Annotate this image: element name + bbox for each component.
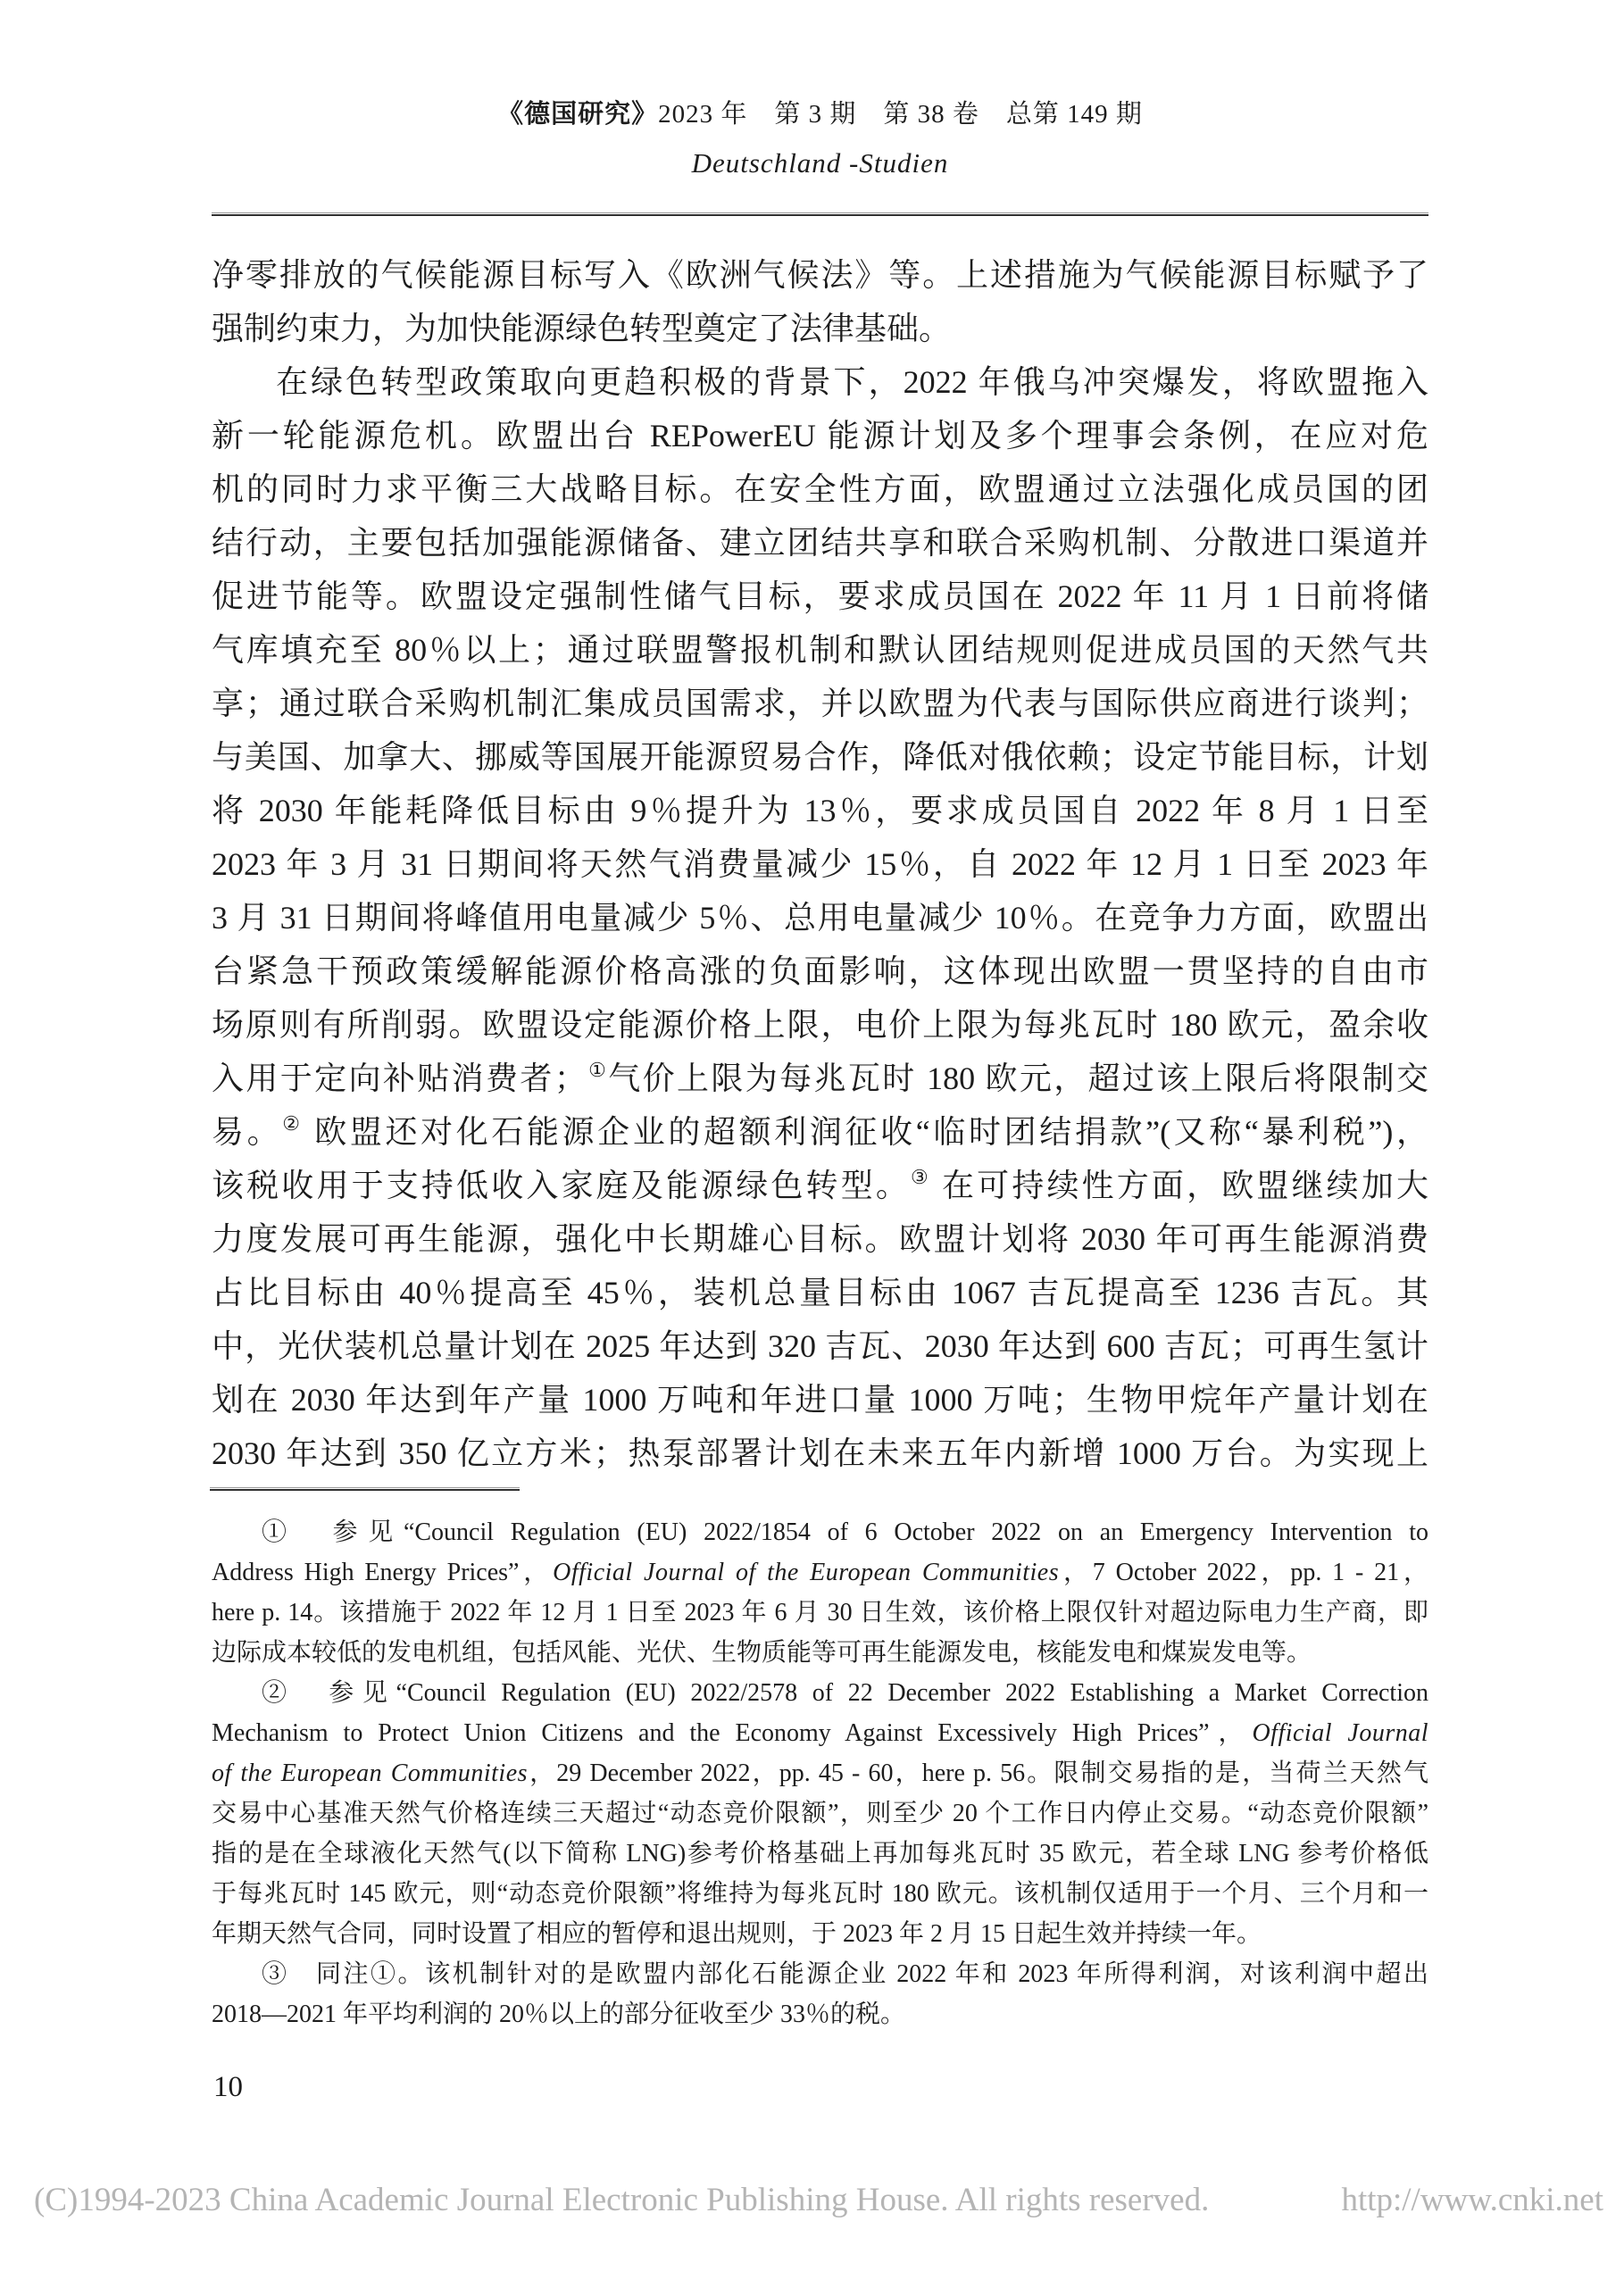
footnote-journal-title: Official Journal bbox=[1252, 1719, 1428, 1747]
footer-url: http://www.cnki.net bbox=[1341, 2182, 1603, 2218]
footnote-text: 交易中心基准天然气价格连续三天超过“动态竞价限额”，则至少 20 个工作日内停止交易。“动态竞价限额” bbox=[212, 1800, 1428, 1827]
footnote-ref: ② bbox=[282, 1112, 304, 1135]
footnote-text: 2018—2021 年平均利润的 20％以上的部分征收至少 33％的税。 bbox=[212, 2001, 906, 2028]
body-line: 该税收用于支持低收入家庭及能源绿色转型。③ 在可持续性方面，欧盟继续加大 bbox=[212, 1166, 1428, 1203]
page-number: 10 bbox=[213, 2071, 243, 2103]
footnote-text: ① 参见“Council Regulation (EU) 2022/1854 of 6 October 2022 on an Emergency Intervention to bbox=[262, 1518, 1428, 1546]
journal-subtitle: Deutschland -Studien bbox=[691, 147, 949, 179]
body-line: 在绿色转型政策取向更趋积极的背景下，2022 年俄乌冲突爆发，将欧盟拖入 bbox=[276, 364, 1428, 400]
body-line: 占比目标由 40％提高至 45％，装机总量目标由 1067 吉瓦提高至 1236 吉瓦。其 bbox=[212, 1275, 1428, 1310]
footnote-line bbox=[212, 1512, 1428, 1552]
body-line: 易。② 欧盟还对化石能源企业的超额利润征收“临时团结捐款”(又称“暴利税”)， bbox=[212, 1112, 1428, 1150]
copyright-notice: (C)1994-2023 China Academic Journal Electronic Publishing House. All rights reserved. bbox=[34, 2182, 1210, 2218]
body-line: 机的同时力求平衡三大战略目标。在安全性方面，欧盟通过立法强化成员国的团 bbox=[212, 471, 1428, 507]
body-line: 享；通过联合采购机制汇集成员国需求，并以欧盟为代表与国际供应商进行谈判； bbox=[212, 686, 1428, 721]
body-line: 力度发展可再生能源，强化中长期雄心目标。欧盟计划将 2030 年可再生能源消费 bbox=[212, 1221, 1428, 1257]
body-line: 场原则有所削弱。欧盟设定能源价格上限，电价上限为每兆瓦时 180 欧元，盈余收 bbox=[212, 1007, 1428, 1043]
journal-issue-line bbox=[212, 96, 1428, 132]
footnote-text: here p. 14。该措施于 2022 年 12 月 1 日至 2023 年 6 月 30 日生效，该价格上限仅针对超边际电力生产商，即 bbox=[212, 1599, 1428, 1626]
footnote-line bbox=[212, 1753, 1428, 1793]
footnote-text: ② 参见“Council Regulation (EU) 2022/2578 of 22 December 2022 Establishing a Market Correction bbox=[262, 1679, 1428, 1707]
body-line: 气库填充至 80％以上；通过联盟警报机制和默认团结规则促进成员国的天然气共 bbox=[212, 632, 1428, 668]
body-line: 2023 年 3 月 31 日期间将天然气消费量减少 15％，自 2022 年 12 月 1 日至 2023 年 bbox=[212, 846, 1428, 882]
footnote-journal-title: of the European Communities bbox=[212, 1759, 529, 1787]
journal-name: 《德国研究》 bbox=[497, 100, 659, 129]
footnotes bbox=[212, 1512, 1428, 2034]
footnote-line bbox=[212, 1713, 1428, 1753]
footnote-line bbox=[212, 1552, 1428, 1593]
body-line: 净零排放的气候能源目标写入《欧洲气候法》等。上述措施为气候能源目标赋予了 bbox=[212, 257, 1428, 293]
body-line: 强制约束力，为加快能源绿色转型奠定了法律基础。 bbox=[212, 311, 952, 346]
footnote-ref: ① bbox=[586, 1059, 609, 1081]
body-line: 入用于定向补贴消费者；①气价上限为每兆瓦时 180 欧元，超过该上限后将限制交 bbox=[212, 1059, 1428, 1096]
issue-info: 2023 年 第 3 期 第 38 卷 总第 149 期 bbox=[658, 100, 1143, 129]
body-line: 新一轮能源危机。欧盟出台 REPowerEU 能源计划及多个理事会条例，在应对危 bbox=[212, 418, 1428, 453]
body-line: 促进节能等。欧盟设定强制性储气目标，要求成员国在 2022 年 11 月 1 日前将储 bbox=[212, 578, 1428, 614]
footnote-text: 于每兆瓦时 145 欧元，则“动态竞价限额”将维持为每兆瓦时 180 欧元。该机制仅适用于一个月、三个月和一 bbox=[212, 1880, 1428, 1908]
page-header bbox=[212, 96, 1428, 182]
body-line: 结行动，主要包括加强能源储备、建立团结共享和联合采购机制、分散进口渠道并 bbox=[212, 525, 1428, 561]
footnote-text: Address High Energy Prices”， bbox=[212, 1559, 554, 1586]
body-line: 2030 年达到 350 亿立方米；热泵部署计划在未来五年内新增 1000 万台。为实现上 bbox=[212, 1435, 1428, 1471]
footnote-line bbox=[212, 1914, 1428, 1954]
body-line: 中，光伏装机总量计划在 2025 年达到 320 吉瓦、2030 年达到 600 吉瓦；可再生氢计 bbox=[212, 1328, 1428, 1364]
footnote-journal-title: Official Journal of the European Communities bbox=[553, 1559, 1060, 1586]
footnote-line bbox=[212, 1593, 1428, 1633]
footnote-separator bbox=[210, 1487, 520, 1491]
footnote-line bbox=[212, 1633, 1428, 1673]
footnote-text: 指的是在全球液化天然气(以下简称 LNG)参考价格基础上再加每兆瓦时 35 欧元，若全球 LNG 参考价格低 bbox=[212, 1840, 1428, 1868]
footnote-line bbox=[212, 1874, 1428, 1914]
body-line: 3 月 31 日期间将峰值用电量减少 5％、总用电量减少 10％。在竞争力方面，欧盟出 bbox=[212, 900, 1428, 936]
footnote-line bbox=[212, 1994, 1428, 2034]
footnote-line bbox=[212, 1793, 1428, 1834]
footnote-line bbox=[212, 1834, 1428, 1874]
footnote-text: 年期天然气合同，同时设置了相应的暂停和退出规则，于 2023 年 2 月 15 日起生效并持续一年。 bbox=[212, 1920, 1262, 1948]
body-line: 划在 2030 年达到年产量 1000 万吨和年进口量 1000 万吨；生物甲烷年产量计划在 bbox=[212, 1382, 1428, 1418]
article-body bbox=[212, 248, 1428, 1480]
footnote-ref: ③ bbox=[911, 1166, 931, 1188]
footnote-text: Mechanism to Protect Union Citizens and the Economy Against Excessively High Prices”， bbox=[212, 1719, 1253, 1747]
page-footer bbox=[34, 2180, 1603, 2221]
footnote-text: ，7 October 2022，pp. 1 - 21， bbox=[1059, 1559, 1428, 1586]
footnote-text: 边际成本较低的发电机组，包括风能、光伏、生物质能等可再生能源发电，核能发电和煤炭发电等。 bbox=[212, 1639, 1312, 1667]
footnote-text: ③ 同注①。该机制针对的是欧盟内部化石能源企业 2022 年和 2023 年所得利润，对该利润中超出 bbox=[262, 1960, 1428, 1988]
body-line: 将 2030 年能耗降低目标由 9％提升为 13％，要求成员国自 2022 年 8 月 1 日至 bbox=[212, 793, 1428, 828]
header-rule bbox=[212, 212, 1428, 216]
footnote-text: ，29 December 2022，pp. 45 - 60，here p. 56。限制交易指的是，当荷兰天然气 bbox=[528, 1759, 1428, 1787]
body-line: 台紧急干预政策缓解能源价格高涨的负面影响，这体现出欧盟一贯坚持的自由市 bbox=[212, 953, 1428, 989]
footnote-line bbox=[212, 1954, 1428, 1994]
body-line: 与美国、加拿大、挪威等国展开能源贸易合作，降低对俄依赖；设定节能目标，计划 bbox=[212, 739, 1428, 775]
footnote-line bbox=[212, 1673, 1428, 1713]
